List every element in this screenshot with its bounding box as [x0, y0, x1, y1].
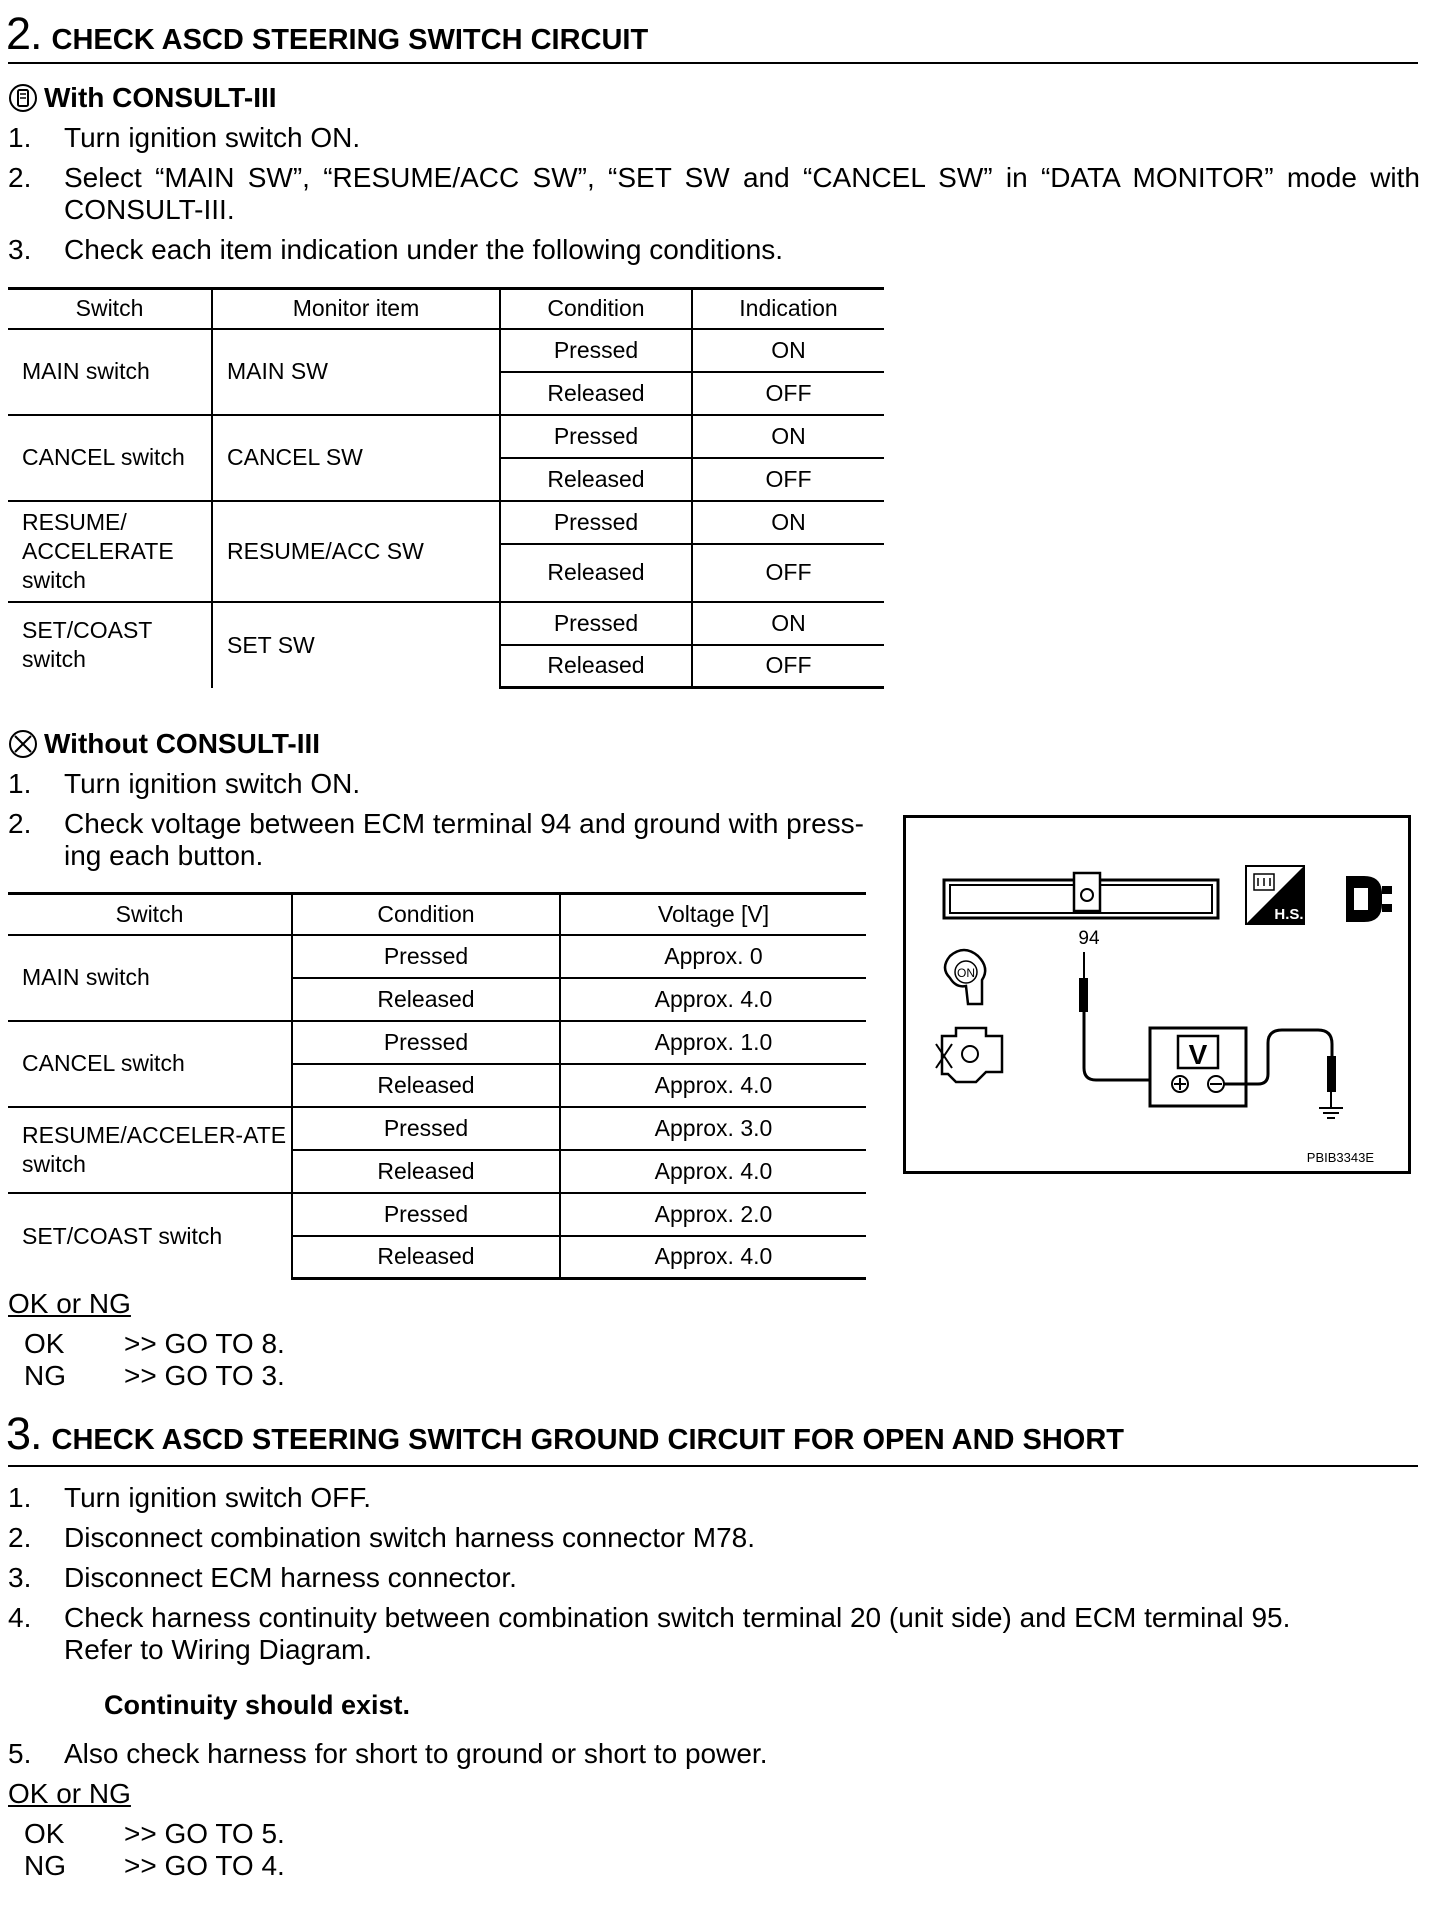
- section-3-ok-line: OK >> GO TO 5.: [24, 1818, 285, 1849]
- with-consult-heading: With CONSULT-III: [8, 82, 277, 114]
- section-3-title: 3. CHECK ASCD STEERING SWITCH GROUND CIRCUIT FOR OPEN AND SHORT: [6, 1408, 1125, 1459]
- section-3-ng-line: NG >> GO TO 4.: [24, 1850, 285, 1881]
- table-row: Released Approx. 4.0: [8, 1150, 866, 1193]
- without-consult-heading: Without CONSULT-III: [8, 728, 320, 760]
- circuit-diagram: [906, 818, 1408, 1171]
- table-row: CANCEL switch Pressed Approx. 1.0: [8, 1021, 866, 1064]
- continuity-note: Continuity should exist.: [104, 1690, 411, 1720]
- no-consult-step-2: 2. Check voltage between ECM terminal 94 and ground with press-ing each button.: [8, 808, 864, 871]
- probe-icon: [1079, 952, 1150, 1080]
- hs-label: H.S.: [1274, 906, 1304, 923]
- table-row: Released OFF: [8, 372, 884, 415]
- table-row: MAIN switch Pressed Approx. 0: [8, 935, 866, 978]
- voltage-check-figure: [903, 815, 1411, 1174]
- connector-plug-icon: [1346, 876, 1392, 922]
- table-row: Released Approx. 4.0: [8, 1064, 866, 1107]
- table-header: Indication: [692, 289, 884, 329]
- section-2-ok-or-ng-label: OK or NG: [8, 1288, 131, 1319]
- table-row: Released OFF: [8, 458, 884, 501]
- ignition-key-on-icon: [945, 950, 985, 1004]
- section-2-ok-line: OK >> GO TO 8.: [24, 1328, 285, 1359]
- table-row: SET/COAST switch Pressed Approx. 2.0: [8, 1193, 866, 1236]
- ecm-connector-icon: [944, 873, 1218, 918]
- goto-link[interactable]: >> GO TO 4.: [124, 1850, 285, 1881]
- table-header: Monitor item: [212, 289, 500, 329]
- table-header: Condition: [292, 894, 560, 935]
- section-2-ng-line: NG >> GO TO 3.: [24, 1360, 285, 1391]
- consult-tool-icon: [8, 83, 38, 113]
- table-row: Released OFF: [8, 645, 884, 688]
- voltage-table: [8, 892, 866, 1280]
- consult-step-2: 2. Select “MAIN SW”, “RESUME/ACC SW”, “SET SW and “CANCEL SW” in “DATA MONITOR” mode with CONSULT-III.: [8, 162, 1420, 225]
- section-2-rule: [8, 62, 1418, 64]
- table-header: Voltage [V]: [560, 894, 866, 935]
- section-2-title: 2. CHECK ASCD STEERING SWITCH CIRCUIT: [6, 8, 649, 59]
- table-row: RESUME/ACCELER-ATE switch Pressed Approx. 3.0: [8, 1107, 866, 1150]
- goto-link[interactable]: >> GO TO 5.: [124, 1818, 285, 1849]
- voltmeter-icon: [1150, 1028, 1246, 1106]
- section-3-rule: [8, 1465, 1418, 1467]
- table-header: Condition: [500, 289, 692, 329]
- table-row: MAIN switch MAIN SW Pressed ON: [8, 329, 884, 372]
- section-3-ok-or-ng-label: OK or NG: [8, 1778, 131, 1809]
- table-row: CANCEL switch CANCEL SW Pressed ON: [8, 415, 884, 458]
- consult-monitor-table: [8, 287, 884, 689]
- no-consult-icon: [8, 729, 38, 759]
- table-header: Switch: [8, 289, 212, 329]
- table-row: Released Approx. 4.0: [8, 1236, 866, 1279]
- harness-side-icon: [1246, 866, 1304, 924]
- goto-link[interactable]: >> GO TO 8.: [124, 1328, 285, 1359]
- figure-code: PBIB3343E: [1306, 1150, 1374, 1165]
- meter-label: V: [1188, 1039, 1208, 1070]
- table-row: Released OFF: [8, 544, 884, 602]
- key-on-label: ON: [957, 966, 975, 980]
- table-row: Released Approx. 4.0: [8, 978, 866, 1021]
- table-row: RESUME/ ACCELERATE switch RESUME/ACC SW Pressed ON: [8, 501, 884, 544]
- table-row: SET/COAST switch SET SW Pressed ON: [8, 602, 884, 645]
- goto-link[interactable]: >> GO TO 3.: [124, 1360, 285, 1391]
- terminal-label: 94: [1078, 928, 1100, 949]
- table-header: Switch: [8, 894, 292, 935]
- engine-stopped-icon: [936, 1028, 1002, 1082]
